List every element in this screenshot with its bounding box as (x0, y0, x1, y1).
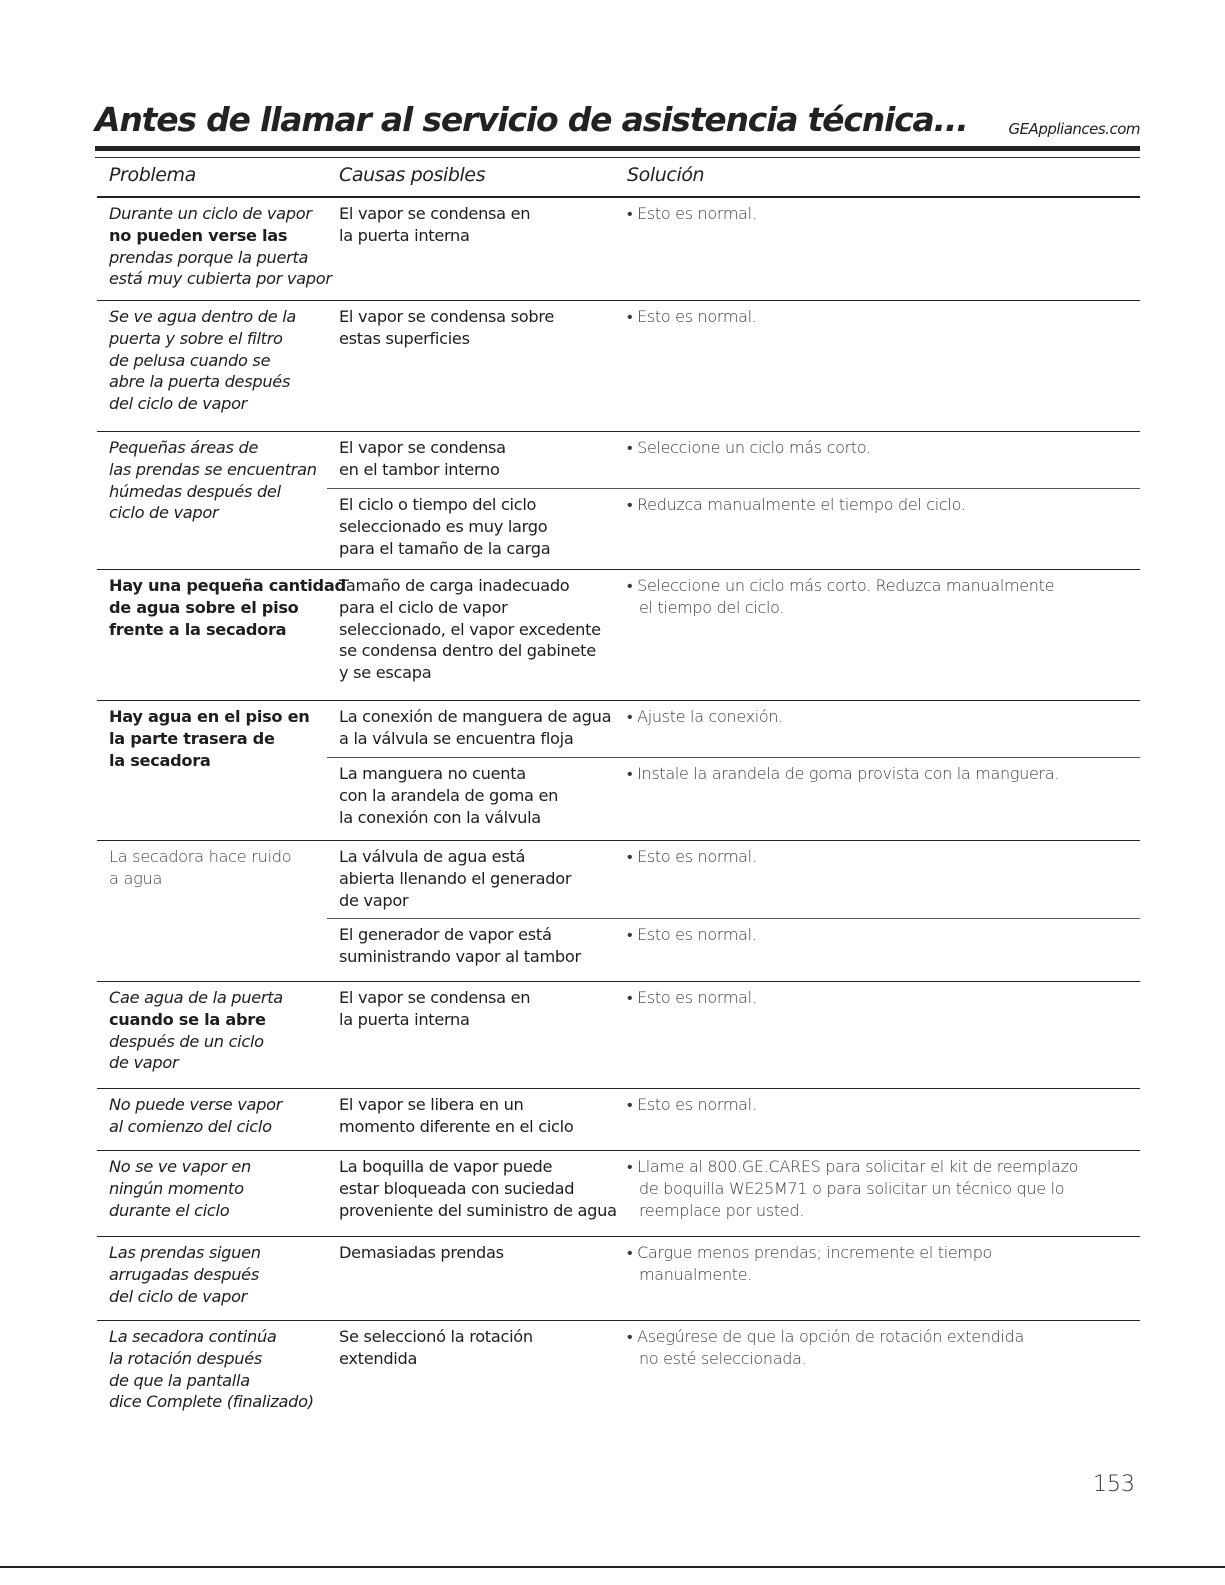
header-rule-thin (95, 157, 1140, 158)
solution-cell (627, 1326, 1097, 1370)
cause-solution-pair (327, 918, 1140, 966)
problem-cell (109, 203, 341, 290)
problem-line: después de un ciclo (109, 1031, 264, 1051)
problem-line: de pelusa cuando se (109, 350, 271, 370)
solution-cell (627, 306, 1097, 328)
problem-line: frente a la secadora (109, 619, 287, 639)
table-row (97, 300, 1140, 432)
problem-line: cuando se la abre (109, 1009, 266, 1029)
cause-cell (339, 575, 629, 684)
problem-line: está muy cubierta por vapor (109, 269, 332, 289)
cause-line: estas superficies (339, 328, 470, 348)
table-row (97, 431, 1140, 570)
cause-line: abierta llenando el generador (339, 868, 572, 888)
cause-line: La conexión de manguera de agua (339, 707, 612, 726)
cause-line: La manguera no cuenta (339, 764, 526, 783)
cause-line: a la válvula se encuentra floja (339, 728, 574, 748)
problem-line: las prendas se encuentran (109, 459, 317, 479)
solution-line: • Esto es normal. (627, 847, 757, 866)
solution-line: • Llame al 800.GE.CARES para solicitar el kit de reemplazo (627, 1157, 1079, 1176)
problem-line: Pequeñas áreas de (109, 438, 259, 457)
problem-line: Las prendas siguen (109, 1243, 261, 1262)
cause-cell (339, 846, 629, 911)
problem-line: Hay agua en el piso en (109, 707, 310, 726)
problem-line: La secadora continúa (109, 1327, 277, 1346)
problem-cell (109, 706, 341, 771)
cause-cell (339, 203, 629, 247)
solution-line: • Asegúrese de que la opción de rotación extendida (627, 1327, 1025, 1346)
cause-line: La válvula de agua está (339, 847, 526, 866)
page-number: 153 (1093, 1472, 1135, 1497)
cause-cell (339, 924, 629, 968)
solution-line: • Esto es normal. (627, 204, 757, 223)
problem-line: No puede verse vapor (109, 1095, 283, 1114)
cause-line: Tamaño de carga inadecuado (339, 576, 570, 595)
cause-cell (339, 1094, 629, 1138)
solution-line: • Ajuste la conexión. (627, 707, 784, 726)
cause-line: y se escapa (339, 663, 432, 683)
troubleshooting-table (97, 160, 1140, 1412)
problem-line: Durante un ciclo de vapor (109, 204, 312, 223)
cause-line: El vapor se condensa en (339, 988, 531, 1007)
header-rule-thick (95, 146, 1140, 151)
table-header (97, 160, 1140, 197)
problem-line: no pueden verse las (109, 225, 288, 245)
problem-line: húmedas después del (109, 481, 281, 501)
solution-line: • Instale la arandela de goma provista con la manguera. (627, 764, 1060, 783)
solution-cell (627, 203, 1097, 225)
cause-line: El vapor se condensa en (339, 204, 531, 223)
cause-line: El generador de vapor está (339, 925, 552, 944)
column-header-problema: Problema (109, 164, 196, 186)
cause-line: la conexión con la válvula (339, 807, 541, 827)
problem-cell (109, 846, 341, 890)
problem-line: la parte trasera de (109, 728, 275, 748)
problem-cell (109, 1242, 341, 1307)
cause-line: en el tambor interno (339, 459, 500, 479)
cause-cell (339, 437, 629, 481)
solution-cell (627, 706, 1097, 728)
cause-line: con la arandela de goma en (339, 785, 559, 805)
cause-cell (339, 1242, 629, 1264)
problem-line: abre la puerta después (109, 372, 291, 392)
cause-line: Se seleccionó la rotación (339, 1327, 533, 1346)
problem-line: al comienzo del ciclo (109, 1116, 272, 1136)
table-row (97, 1236, 1140, 1321)
column-header-causas: Causas posibles (339, 164, 486, 186)
solution-line: • Seleccione un ciclo más corto. Reduzca manualmente (627, 576, 1055, 595)
problem-line: durante el ciclo (109, 1200, 230, 1220)
problem-line: la secadora (109, 750, 211, 770)
problem-line: dice Complete (finalizado) (109, 1392, 314, 1412)
table-row (97, 1088, 1140, 1151)
problem-cell (109, 1156, 341, 1221)
problem-cell (109, 575, 346, 640)
problem-line: Cae agua de la puerta (109, 988, 283, 1007)
footer-rule (0, 1566, 1225, 1568)
solution-cell (627, 494, 1097, 516)
problem-line: del ciclo de vapor (109, 1286, 248, 1306)
website-label: GEAppliances.com (1008, 120, 1140, 138)
solution-line: manualmente. (639, 1264, 753, 1284)
solution-line: • Cargue menos prendas; incremente el tiempo (627, 1243, 993, 1262)
table-row (97, 569, 1140, 701)
solution-line: • Esto es normal. (627, 988, 757, 1007)
problem-line: de agua sobre el piso (109, 597, 299, 617)
solution-line: • Esto es normal. (627, 925, 757, 944)
cause-line: seleccionado, el vapor excedente (339, 619, 601, 639)
cause-line: de vapor (339, 890, 409, 910)
problem-line: de que la pantalla (109, 1370, 250, 1390)
cause-solution-pair (327, 757, 1140, 827)
cause-line: para el tamaño de la carga (339, 538, 551, 558)
cause-line: momento diferente en el ciclo (339, 1116, 574, 1136)
cause-cell (339, 706, 629, 750)
cause-line: estar bloqueada con suciedad (339, 1178, 575, 1198)
cause-line: se condensa dentro del gabinete (339, 641, 596, 661)
cause-cell (339, 1326, 629, 1370)
cause-line: la puerta interna (339, 1009, 470, 1029)
cause-line: El vapor se condensa (339, 438, 506, 457)
table-row (97, 197, 1140, 301)
cause-line: seleccionado es muy largo (339, 516, 548, 536)
problem-line: La secadora hace ruido (109, 847, 292, 866)
problem-cell (109, 1326, 341, 1413)
cause-cell (339, 306, 629, 350)
solution-line: • Esto es normal. (627, 307, 757, 326)
cause-cell (339, 494, 629, 559)
problem-line: Hay una pequeña cantidad (109, 576, 346, 595)
solution-cell (627, 987, 1097, 1009)
problem-line: prendas porque la puerta (109, 247, 309, 267)
cause-line: El ciclo o tiempo del ciclo (339, 495, 537, 514)
problem-line: del ciclo de vapor (109, 394, 248, 414)
table-row (97, 840, 1140, 982)
solution-cell (627, 1156, 1097, 1221)
problem-cell (109, 437, 341, 524)
problem-cell (109, 987, 341, 1074)
cause-line: El vapor se libera en un (339, 1095, 524, 1114)
cause-line: la puerta interna (339, 225, 470, 245)
cause-line: para el ciclo de vapor (339, 597, 508, 617)
column-header-solucion: Solución (627, 164, 705, 186)
solution-cell (627, 1242, 1097, 1286)
page-title: Antes de llamar al servicio de asistencia técnica... (95, 100, 968, 139)
problem-line: Se ve agua dentro de la (109, 307, 297, 326)
problem-line: ciclo de vapor (109, 503, 219, 523)
solution-cell (627, 1094, 1097, 1116)
solution-cell (627, 437, 1097, 459)
cause-line: suministrando vapor al tambor (339, 946, 581, 966)
cause-line: proveniente del suministro de agua (339, 1200, 617, 1220)
problem-line: puerta y sobre el filtro (109, 328, 283, 348)
table-row (97, 1320, 1140, 1416)
solution-cell (627, 924, 1097, 946)
table-row (97, 981, 1140, 1089)
solution-cell (627, 846, 1097, 868)
cause-line: La boquilla de vapor puede (339, 1157, 553, 1176)
solution-line: no esté seleccionada. (639, 1348, 807, 1368)
solution-line: el tiempo del ciclo. (639, 597, 785, 617)
problem-line: arrugadas después (109, 1264, 259, 1284)
cause-cell (339, 987, 629, 1031)
problem-line: la rotación después (109, 1348, 262, 1368)
solution-line: de boquilla WE25M71 o para solicitar un técnico que lo (639, 1178, 1065, 1198)
solution-cell (627, 763, 1097, 785)
cause-line: El vapor se condensa sobre (339, 307, 555, 326)
problem-line: No se ve vapor en (109, 1157, 251, 1176)
cause-line: extendida (339, 1348, 418, 1368)
solution-line: reemplace por usted. (639, 1200, 805, 1220)
solution-line: • Reduzca manualmente el tiempo del ciclo. (627, 495, 966, 514)
table-row (97, 1150, 1140, 1237)
cause-cell (339, 1156, 629, 1221)
solution-cell (627, 575, 1097, 619)
problem-line: ningún momento (109, 1178, 244, 1198)
problem-line: de vapor (109, 1053, 179, 1073)
cause-cell (339, 763, 629, 828)
problem-cell (109, 306, 341, 415)
cause-line: Demasiadas prendas (339, 1243, 504, 1262)
solution-line: • Esto es normal. (627, 1095, 757, 1114)
solution-line: • Seleccione un ciclo más corto. (627, 438, 871, 457)
problem-cell (109, 1094, 341, 1138)
table-row (97, 700, 1140, 841)
cause-solution-pair (327, 488, 1140, 558)
problem-line: a agua (109, 868, 163, 888)
